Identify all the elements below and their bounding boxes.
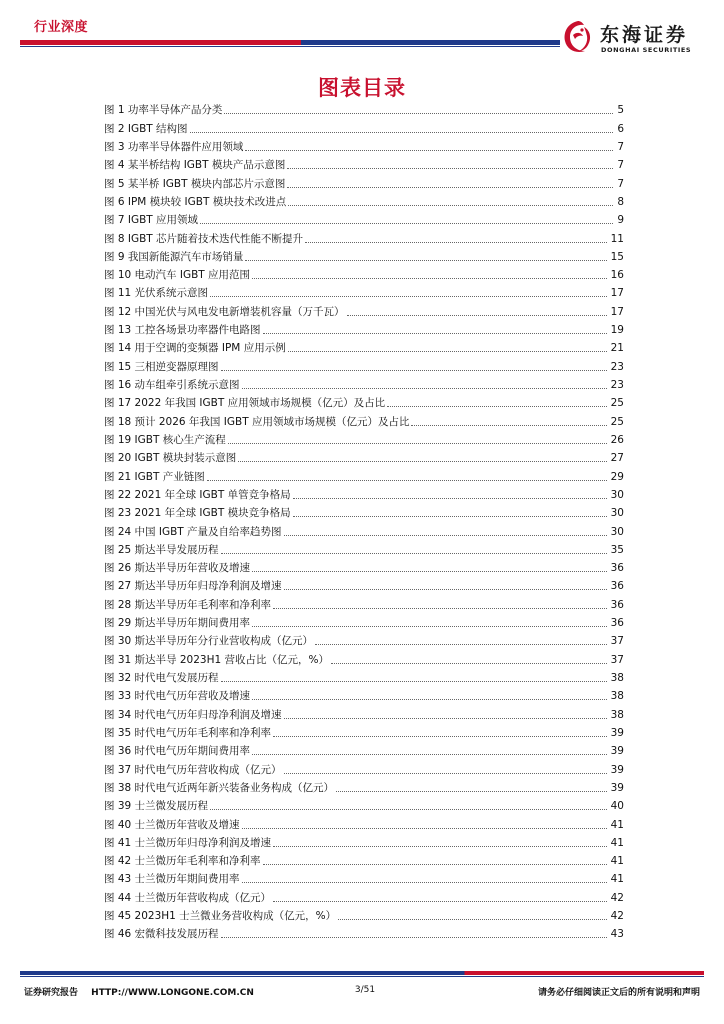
toc-entry-label: 图 18 预计 2026 年我国 IGBT 应用领域市场规模（亿元）及占比 xyxy=(104,415,410,428)
toc-entry-label: 图 28 斯达半导历年毛利率和净利率 xyxy=(104,598,272,611)
disclaimer: 请务必仔细阅读正文后的所有说明和声明 xyxy=(537,988,700,998)
header-rule xyxy=(20,40,560,45)
toc-entry-page: 36 xyxy=(610,617,624,630)
toc-entry-page: 39 xyxy=(610,763,624,776)
toc-entry[interactable] xyxy=(104,650,624,668)
toc-entry-page: 40 xyxy=(610,800,624,813)
toc-entry-page: 26 xyxy=(610,433,624,446)
toc-entry[interactable] xyxy=(104,119,624,137)
toc-entry-page: 41 xyxy=(610,836,624,849)
toc-leader-dots xyxy=(252,699,607,700)
toc-entry-label: 图 22 2021 年全球 IGBT 单管竞争格局 xyxy=(104,488,291,501)
toc-entry-label: 图 25 斯达半导发展历程 xyxy=(104,543,219,556)
report-type: 证券研究报告 xyxy=(24,988,79,998)
toc-leader-dots xyxy=(411,425,606,426)
toc-entry-page: 17 xyxy=(610,305,624,318)
toc-entry[interactable] xyxy=(104,229,624,247)
toc-entry[interactable] xyxy=(104,742,624,760)
toc-entry[interactable] xyxy=(104,357,624,375)
toc-entry-label: 图 26 斯达半导历年营收及增速 xyxy=(104,562,251,575)
toc-entry-page: 37 xyxy=(610,635,624,648)
toc-entry[interactable] xyxy=(104,302,624,320)
toc-entry-label: 图 11 光伏系统示意图 xyxy=(104,287,209,300)
toc-leader-dots xyxy=(331,663,607,664)
toc-entry[interactable] xyxy=(104,815,624,833)
toc-leader-dots xyxy=(273,608,607,609)
toc-entry-page: 6 xyxy=(617,122,624,135)
toc-entry[interactable] xyxy=(104,852,624,870)
toc-entry-page: 41 xyxy=(610,873,624,886)
toc-leader-dots xyxy=(284,773,607,774)
toc-entry[interactable] xyxy=(104,779,624,797)
toc-entry[interactable] xyxy=(104,888,624,906)
toc-entry-label: 图 41 士兰微历年归母净利润及增速 xyxy=(104,836,272,849)
toc-entry[interactable] xyxy=(104,504,624,522)
toc-entry-label: 图 23 2021 年全球 IGBT 模块竞争格局 xyxy=(104,507,291,520)
toc-entry-label: 图 4 某半桥结构 IGBT 模块产品示意图 xyxy=(104,159,286,172)
toc-entry-label: 图 12 中国光伏与风电发电新增装机容量（万千瓦） xyxy=(104,305,345,318)
toc-leader-dots xyxy=(284,718,607,719)
header-rule-thin xyxy=(20,46,560,47)
toc-leader-dots xyxy=(336,791,607,792)
toc-entry-label: 图 5 某半桥 IGBT 模块内部芯片示意图 xyxy=(104,177,286,190)
toc-leader-dots xyxy=(293,516,607,517)
toc-entry-label: 图 21 IGBT 产业链图 xyxy=(104,470,205,483)
toc-entry[interactable] xyxy=(104,321,624,339)
toc-entry[interactable] xyxy=(104,138,624,156)
toc-leader-dots xyxy=(242,828,607,829)
toc-entry-page: 39 xyxy=(610,726,624,739)
toc-entry-label: 图 14 用于空调的变频器 IPM 应用示例 xyxy=(104,342,286,355)
toc-entry-label: 图 10 电动汽车 IGBT 应用范围 xyxy=(104,269,251,282)
toc-entry[interactable] xyxy=(104,156,624,174)
company-logo xyxy=(560,18,710,58)
toc-leader-dots xyxy=(263,333,607,334)
toc-leader-dots xyxy=(242,388,607,389)
toc-entry-page: 29 xyxy=(610,470,624,483)
toc-entry[interactable] xyxy=(104,101,624,119)
section-tag: 行业深度 xyxy=(34,20,89,35)
toc-leader-dots xyxy=(245,260,606,261)
toc-entry[interactable] xyxy=(104,632,624,650)
logo-english-name: DONGHAI SECURITIES xyxy=(601,46,692,54)
toc-leader-dots xyxy=(252,278,607,279)
toc-leader-dots xyxy=(200,223,613,224)
toc-entry-page: 38 xyxy=(610,708,624,721)
toc-entry-page: 25 xyxy=(610,415,624,428)
toc-leader-dots xyxy=(287,168,613,169)
toc-entry[interactable] xyxy=(104,541,624,559)
toc-entry[interactable] xyxy=(104,559,624,577)
toc-entry-page: 8 xyxy=(617,195,624,208)
toc-entry-page: 39 xyxy=(610,745,624,758)
toc-entry[interactable] xyxy=(104,467,624,485)
toc-leader-dots xyxy=(207,480,607,481)
toc-entry-page: 39 xyxy=(610,781,624,794)
page-title: 图表目录 xyxy=(318,76,406,100)
toc-entry-label: 图 3 功率半导体器件应用领域 xyxy=(104,140,244,153)
toc-entry[interactable] xyxy=(104,394,624,412)
toc-entry-page: 11 xyxy=(610,232,624,245)
toc-leader-dots xyxy=(221,681,607,682)
toc-entry[interactable] xyxy=(104,211,624,229)
toc-entry-label: 图 7 IGBT 应用领域 xyxy=(104,214,199,227)
toc-entry-page: 35 xyxy=(610,543,624,556)
toc-leader-dots xyxy=(242,882,607,883)
toc-leader-dots xyxy=(224,113,613,114)
toc-entry-page: 7 xyxy=(617,159,624,172)
toc-entry-page: 23 xyxy=(610,360,624,373)
toc-entry-page: 15 xyxy=(610,250,624,263)
toc-leader-dots xyxy=(228,443,607,444)
toc-entry-page: 19 xyxy=(610,324,624,337)
toc-entry-label: 图 36 时代电气历年期间费用率 xyxy=(104,745,251,758)
toc-entry-label: 图 46 宏微科技发展历程 xyxy=(104,928,219,941)
toc-entry-page: 30 xyxy=(610,525,624,538)
toc-leader-dots xyxy=(252,626,607,627)
toc-entry-page: 38 xyxy=(610,690,624,703)
toc-entry-page: 16 xyxy=(610,269,624,282)
toc-entry-page: 42 xyxy=(610,891,624,904)
toc-entry[interactable] xyxy=(104,687,624,705)
page-number: 3/51 xyxy=(354,985,376,995)
toc-entry-label: 图 8 IGBT 芯片随着技术迭代性能不断提升 xyxy=(104,232,304,245)
toc-entry-page: 7 xyxy=(617,177,624,190)
toc-leader-dots xyxy=(338,919,606,920)
toc-entry-label: 图 31 斯达半导 2023H1 营收占比（亿元，%） xyxy=(104,653,329,666)
toc-entry[interactable] xyxy=(104,522,624,540)
toc-entry-label: 图 27 斯达半导历年归母净利润及增速 xyxy=(104,580,282,593)
toc-entry-label: 图 16 动车组牵引系统示意图 xyxy=(104,379,240,391)
toc-entry-label: 图 13 工控各场景功率器件电路图 xyxy=(104,324,261,337)
toc-leader-dots xyxy=(238,461,606,462)
figure-list xyxy=(104,101,624,943)
footer-left xyxy=(24,985,254,998)
toc-leader-dots xyxy=(347,315,607,316)
toc-entry[interactable] xyxy=(104,339,624,357)
toc-entry[interactable] xyxy=(104,376,624,394)
toc-entry[interactable] xyxy=(104,174,624,192)
toc-entry-label: 图 17 2022 年我国 IGBT 应用领域市场规模（亿元）及占比 xyxy=(104,397,386,410)
toc-entry-page: 21 xyxy=(610,342,624,355)
toc-entry-page: 38 xyxy=(610,672,624,684)
toc-entry[interactable] xyxy=(104,834,624,852)
toc-entry-label: 图 32 时代电气发展历程 xyxy=(104,672,219,684)
toc-entry-label: 图 19 IGBT 核心生产流程 xyxy=(104,433,226,446)
toc-entry[interactable] xyxy=(104,412,624,430)
toc-entry-page: 36 xyxy=(610,598,624,611)
toc-entry-label: 图 9 我国新能源汽车市场销量 xyxy=(104,250,244,263)
toc-entry[interactable] xyxy=(104,595,624,613)
toc-entry[interactable] xyxy=(104,760,624,778)
toc-entry-page: 41 xyxy=(610,855,624,868)
toc-entry-label: 图 42 士兰微历年毛利率和净利率 xyxy=(104,855,261,868)
toc-leader-dots xyxy=(288,351,607,352)
toc-entry-page: 9 xyxy=(617,214,624,227)
toc-leader-dots xyxy=(210,809,607,810)
toc-entry-label: 图 37 时代电气历年营收构成（亿元） xyxy=(104,763,282,776)
toc-entry[interactable] xyxy=(104,431,624,449)
toc-leader-dots xyxy=(252,754,607,755)
toc-entry-page: 5 xyxy=(617,104,624,117)
toc-entry[interactable] xyxy=(104,449,624,467)
toc-entry-page: 41 xyxy=(610,818,624,831)
toc-entry-label: 图 33 时代电气历年营收及增速 xyxy=(104,690,251,703)
toc-entry-label: 图 2 IGBT 结构图 xyxy=(104,122,188,135)
toc-entry-page: 43 xyxy=(610,928,624,941)
toc-entry[interactable] xyxy=(104,614,624,632)
toc-entry-label: 图 40 士兰微历年营收及增速 xyxy=(104,818,240,831)
toc-leader-dots xyxy=(252,571,607,572)
toc-entry-label: 图 15 三相逆变器原理图 xyxy=(104,360,219,373)
toc-entry-page: 36 xyxy=(610,562,624,575)
toc-entry-label: 图 34 时代电气历年归母净利润及增速 xyxy=(104,708,282,721)
toc-entry-label: 图 30 斯达半导历年分行业营收构成（亿元） xyxy=(104,635,314,648)
toc-entry-label: 图 43 士兰微历年期间费用率 xyxy=(104,873,240,886)
toc-entry-label: 图 45 2023H1 士兰微业务营收构成（亿元，%） xyxy=(104,910,337,923)
toc-entry[interactable] xyxy=(104,870,624,888)
toc-leader-dots xyxy=(284,535,607,536)
toc-entry-page: 30 xyxy=(610,488,624,501)
toc-entry-page: 30 xyxy=(610,507,624,520)
toc-entry-label: 图 39 士兰微发展历程 xyxy=(104,800,209,813)
toc-leader-dots xyxy=(245,150,613,151)
toc-leader-dots xyxy=(221,553,607,554)
website-link[interactable]: HTTP://WWW.LONGONE.COM.CN xyxy=(91,988,254,998)
toc-leader-dots xyxy=(263,864,607,865)
toc-leader-dots xyxy=(221,937,607,938)
toc-leader-dots xyxy=(387,406,607,407)
toc-entry[interactable] xyxy=(104,193,624,211)
toc-leader-dots xyxy=(273,736,607,737)
toc-leader-dots xyxy=(190,132,614,133)
toc-entry-page: 25 xyxy=(610,397,624,410)
toc-leader-dots xyxy=(288,205,613,206)
toc-entry-label: 图 1 功率半导体产品分类 xyxy=(104,104,223,117)
toc-entry[interactable] xyxy=(104,797,624,815)
toc-entry[interactable] xyxy=(104,577,624,595)
toc-entry[interactable] xyxy=(104,925,624,943)
toc-entry[interactable] xyxy=(104,669,624,687)
toc-entry[interactable] xyxy=(104,705,624,723)
toc-entry-label: 图 44 士兰微历年营收构成（亿元） xyxy=(104,891,272,904)
toc-leader-dots xyxy=(273,901,607,902)
toc-entry[interactable] xyxy=(104,486,624,504)
toc-leader-dots xyxy=(273,846,607,847)
toc-leader-dots xyxy=(287,187,613,188)
toc-entry-page: 37 xyxy=(610,653,624,666)
toc-entry[interactable] xyxy=(104,248,624,266)
toc-entry-label: 图 35 时代电气历年毛利率和净利率 xyxy=(104,726,272,739)
toc-leader-dots xyxy=(305,242,607,243)
toc-entry[interactable] xyxy=(104,724,624,742)
toc-entry[interactable] xyxy=(104,907,624,925)
toc-leader-dots xyxy=(293,498,607,499)
logo-chinese-name: 东海证券 xyxy=(600,24,689,46)
logo-emblem-icon xyxy=(560,18,596,56)
toc-entry-label: 图 24 中国 IGBT 产量及自给率趋势图 xyxy=(104,525,282,538)
toc-leader-dots xyxy=(210,296,607,297)
toc-entry-label: 图 6 IPM 模块较 IGBT 模块技术改进点 xyxy=(104,195,287,208)
toc-entry-page: 36 xyxy=(610,580,624,593)
toc-entry-label: 图 38 时代电气近两年新兴装备业务构成（亿元） xyxy=(104,781,335,794)
footer-rule-thin xyxy=(20,976,704,977)
toc-entry-page: 23 xyxy=(610,379,624,391)
footer-rule xyxy=(20,971,704,975)
toc-leader-dots xyxy=(284,589,607,590)
toc-leader-dots xyxy=(315,644,607,645)
toc-leader-dots xyxy=(221,370,607,371)
toc-entry-page: 7 xyxy=(617,140,624,153)
toc-entry-page: 42 xyxy=(610,910,624,923)
toc-entry-page: 17 xyxy=(610,287,624,300)
toc-entry-page: 27 xyxy=(610,452,624,465)
toc-entry-label: 图 29 斯达半导历年期间费用率 xyxy=(104,617,251,630)
toc-entry-label: 图 20 IGBT 模块封装示意图 xyxy=(104,452,237,465)
toc-entry[interactable] xyxy=(104,266,624,284)
toc-entry[interactable] xyxy=(104,284,624,302)
